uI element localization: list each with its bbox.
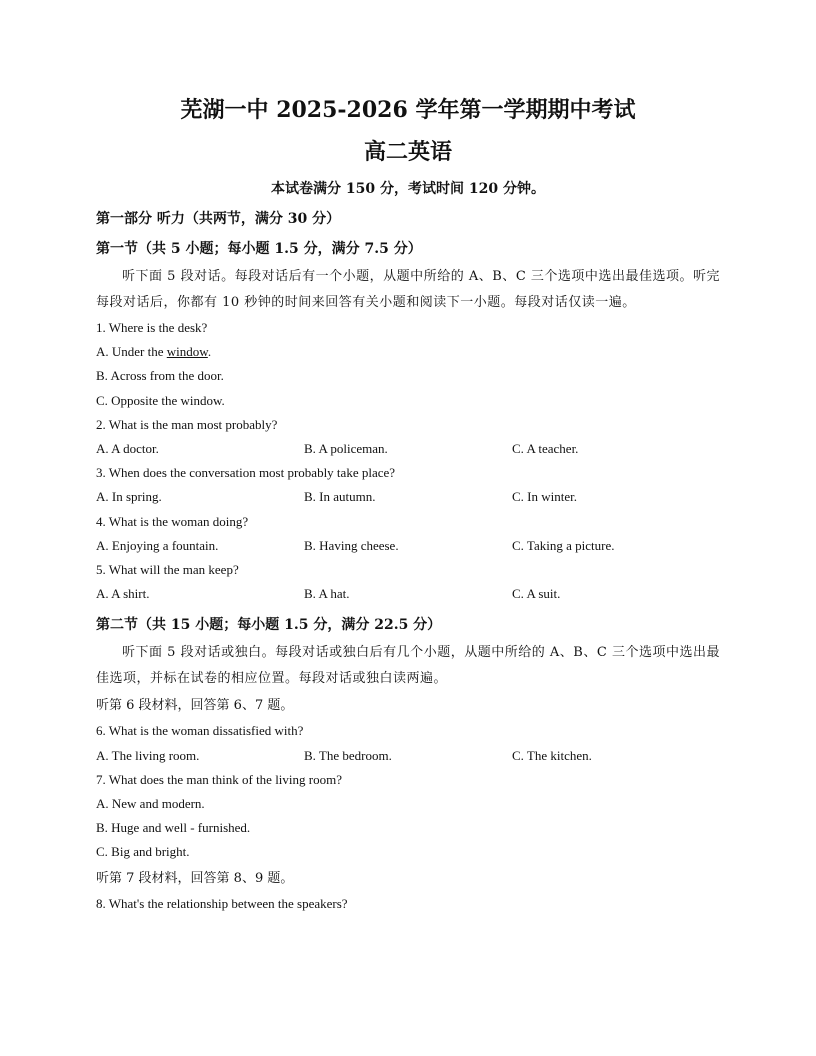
- q7-option-c: C. Big and bright.: [96, 844, 190, 860]
- q3-options: [96, 485, 720, 509]
- question-8: 8. What's the relationship between the speakers?: [96, 895, 348, 911]
- part1-heading: 第一部分 听力（共两节，满分 30 分）: [96, 211, 341, 227]
- exam-title: 芜湖一中 2025-2026 学年第一学期期中考试: [180, 97, 636, 123]
- question-6: 6. What is the woman dissatisfied with?: [96, 723, 304, 739]
- question-3: 3. When does the conversation most probably take place?: [96, 465, 396, 481]
- q5-options: [96, 582, 720, 606]
- q5-option-b: B. A hat.: [304, 586, 350, 602]
- q1-option-a: [96, 340, 720, 364]
- section2-heading: 第二节（共 15 小题；每小题 1.5 分，满分 22.5 分）: [96, 617, 442, 634]
- material-7-instruction: 听第 7 段材料，回答第 8、9 题。: [96, 870, 294, 886]
- exam-subtitle: 高二英语: [363, 139, 452, 165]
- exam-note: 本试卷满分 150 分，考试时间 120 分钟。: [271, 181, 545, 197]
- q3-option-b: B. In autumn.: [304, 489, 376, 505]
- q4-option-a: A. Enjoying a fountain.: [96, 537, 219, 553]
- question-2: 2. What is the man most probably?: [96, 416, 278, 432]
- q1-option-a-prefix: A. Under the: [96, 344, 167, 360]
- q6-option-c: C. The kitchen.: [512, 747, 592, 763]
- q1-option-c: C. Opposite the window.: [96, 392, 225, 408]
- q5-option-c: C. A suit.: [512, 586, 561, 602]
- q3-option-c: C. In winter.: [512, 489, 577, 505]
- q2-option-b: B. A policeman.: [304, 441, 388, 457]
- q7-option-a: A. New and modern.: [96, 796, 205, 812]
- q1-option-a-suffix: .: [207, 344, 212, 360]
- q2-option-c: C. A teacher.: [512, 441, 579, 457]
- q4-option-b: B. Having cheese.: [304, 537, 399, 553]
- q6-option-b: B. The bedroom.: [304, 747, 392, 763]
- material-6-instruction: 听第 6 段材料，回答第 6、7 题。: [96, 698, 294, 714]
- q4-option-c: C. Taking a picture.: [512, 537, 615, 553]
- question-1: 1. Where is the desk?: [96, 320, 208, 335]
- q6-option-a: A. The living room.: [96, 747, 200, 763]
- q6-options: [96, 744, 720, 768]
- q5-option-a: A. A shirt.: [96, 586, 150, 602]
- q1-option-a-underlined-word: window: [166, 344, 208, 360]
- section2-instruction: 听下面 5 段对话或独白。每段对话或独白后有几个小题，从题中所给的 A、B、C 三个选项中选出最佳选项，并标在试卷的相应位置。每段对话或独白读两遍。: [96, 645, 720, 687]
- q2-options: [96, 437, 720, 461]
- question-4: 4. What is the woman doing?: [96, 513, 249, 529]
- question-7: 7. What does the man think of the living room?: [96, 771, 342, 787]
- q3-option-a: A. In spring.: [96, 489, 162, 505]
- section1-heading: 第一节（共 5 小题；每小题 1.5 分，满分 7.5 分）: [96, 241, 422, 257]
- q2-option-a: A. A doctor.: [96, 441, 159, 457]
- q4-options: [96, 534, 720, 558]
- section1-instruction: 听下面 5 段对话。每段对话后有一个小题，从题中所给的 A、B、C 三个选项中选出最佳选项。听完每段对话后，你都有 10 秒钟的时间来回答有关小题和阅读下一小题。每段对话仅读一遍。: [96, 269, 720, 310]
- exam-page: [96, 94, 720, 916]
- q1-option-b: B. Across from the door.: [96, 368, 224, 384]
- q7-option-b: B. Huge and well - furnished.: [96, 820, 251, 836]
- question-5: 5. What will the man keep?: [96, 562, 239, 578]
